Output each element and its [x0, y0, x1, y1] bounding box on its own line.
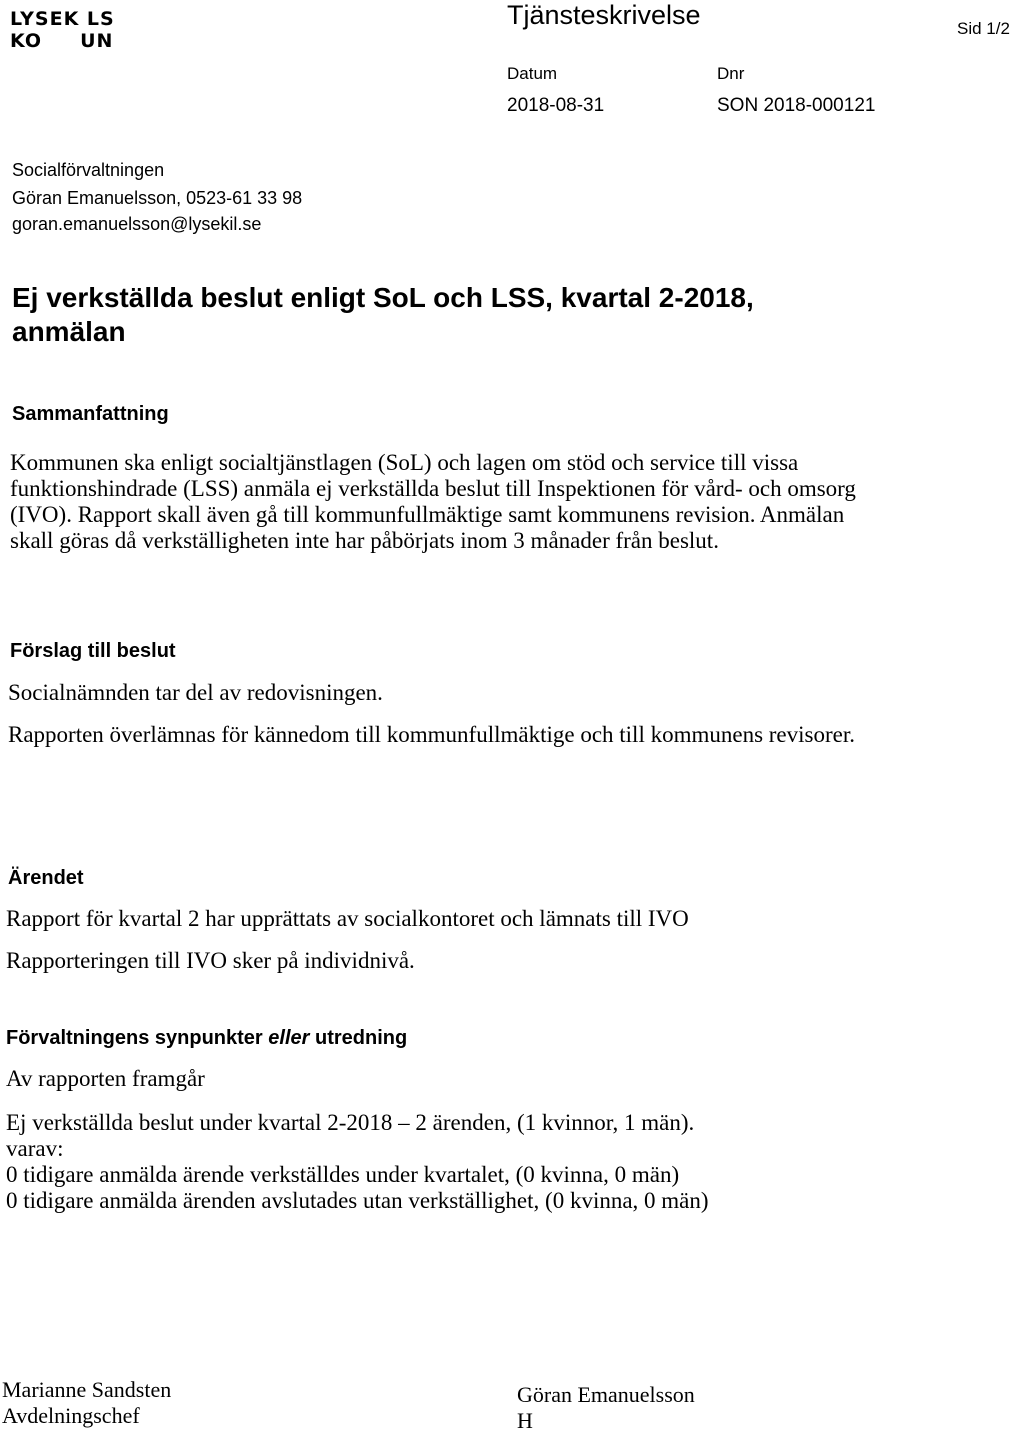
summary-text: Kommunen ska enligt socialtjänstlagen (SoL) och lagen om stöd och service till vissa funktionshindrade (LSS) anmäla ej verkställda beslut till Inspektionen för vård- och omsorg (IVO). Rapport skall även gå till kommunfullmäktige samt kommunens revision. Anmälan skall göras då verkställigheten inte har påbörjats inom 3 månader från beslut. [10, 450, 856, 553]
sender-email: goran.emanuelsson@lysekil.se [12, 214, 262, 234]
municipality-logo [10, 8, 115, 52]
proposal-paragraph-2: Rapporten överlämnas för kännedom till kommunfullmäktige och till kommunens revisorer. [8, 722, 855, 747]
document-title: Ej verkställda beslut enligt SoL och LSS, kvartal 2-2018, anmälan [12, 282, 754, 347]
date-value: 2018-08-31 [507, 95, 605, 116]
assessment-heading-part-2: utredning [309, 1027, 408, 1049]
assessment-line-4: 0 tidigare anmälda ärenden avslutades utan verkställighet, (0 kvinna, 0 män) [6, 1188, 709, 1213]
assessment-heading-italic: eller [268, 1027, 310, 1049]
page-number: Sid 1/2 [957, 19, 1010, 38]
signature-left-title: Avdelningschef [2, 1403, 140, 1428]
matter-paragraph-1: Rapport för kvartal 2 har upprättats av socialkontoret och lämnats till IVO [6, 906, 689, 931]
sender-person: Göran Emanuelsson, 0523-61 33 98 [12, 188, 303, 208]
summary-heading: Sammanfattning [12, 403, 169, 425]
date-label: Datum [507, 64, 558, 83]
assessment-line-2: varav: [6, 1136, 64, 1161]
document-type: Tjänsteskrivelse [507, 0, 701, 30]
signature-left-name: Marianne Sandsten [2, 1377, 172, 1402]
signature-right [517, 1382, 695, 1434]
assessment-list [6, 1110, 866, 1214]
assessment-intro: Av rapporten framgår [6, 1066, 205, 1091]
assessment-heading [6, 1027, 407, 1050]
sender-block [12, 159, 302, 235]
sender-department: Socialförvaltningen [12, 160, 165, 180]
dnr-value: SON 2018-000121 [717, 95, 876, 116]
dnr-label: Dnr [717, 64, 745, 83]
matter-heading: Ärendet [8, 867, 84, 889]
logo-line-1: LYSEK LS [10, 8, 115, 30]
proposal-heading: Förslag till beslut [10, 640, 176, 662]
assessment-line-1: Ej verkställda beslut under kvartal 2-2018 – 2 ärenden, (1 kvinnor, 1 män). [6, 1110, 695, 1135]
assessment-heading-part-1: Förvaltningens synpunkter [6, 1027, 269, 1049]
signature-right-title: H [517, 1408, 533, 1433]
matter-paragraph-2: Rapporteringen till IVO sker på individnivå. [6, 948, 415, 973]
assessment-line-3: 0 tidigare anmälda ärende verkställdes under kvartalet, (0 kvinna, 0 män) [6, 1162, 680, 1187]
proposal-paragraph-1: Socialnämnden tar del av redovisningen. [8, 680, 383, 705]
logo-line-2: KO UN [10, 30, 114, 52]
signature-left [2, 1377, 171, 1429]
signature-right-name: Göran Emanuelsson [517, 1382, 695, 1407]
